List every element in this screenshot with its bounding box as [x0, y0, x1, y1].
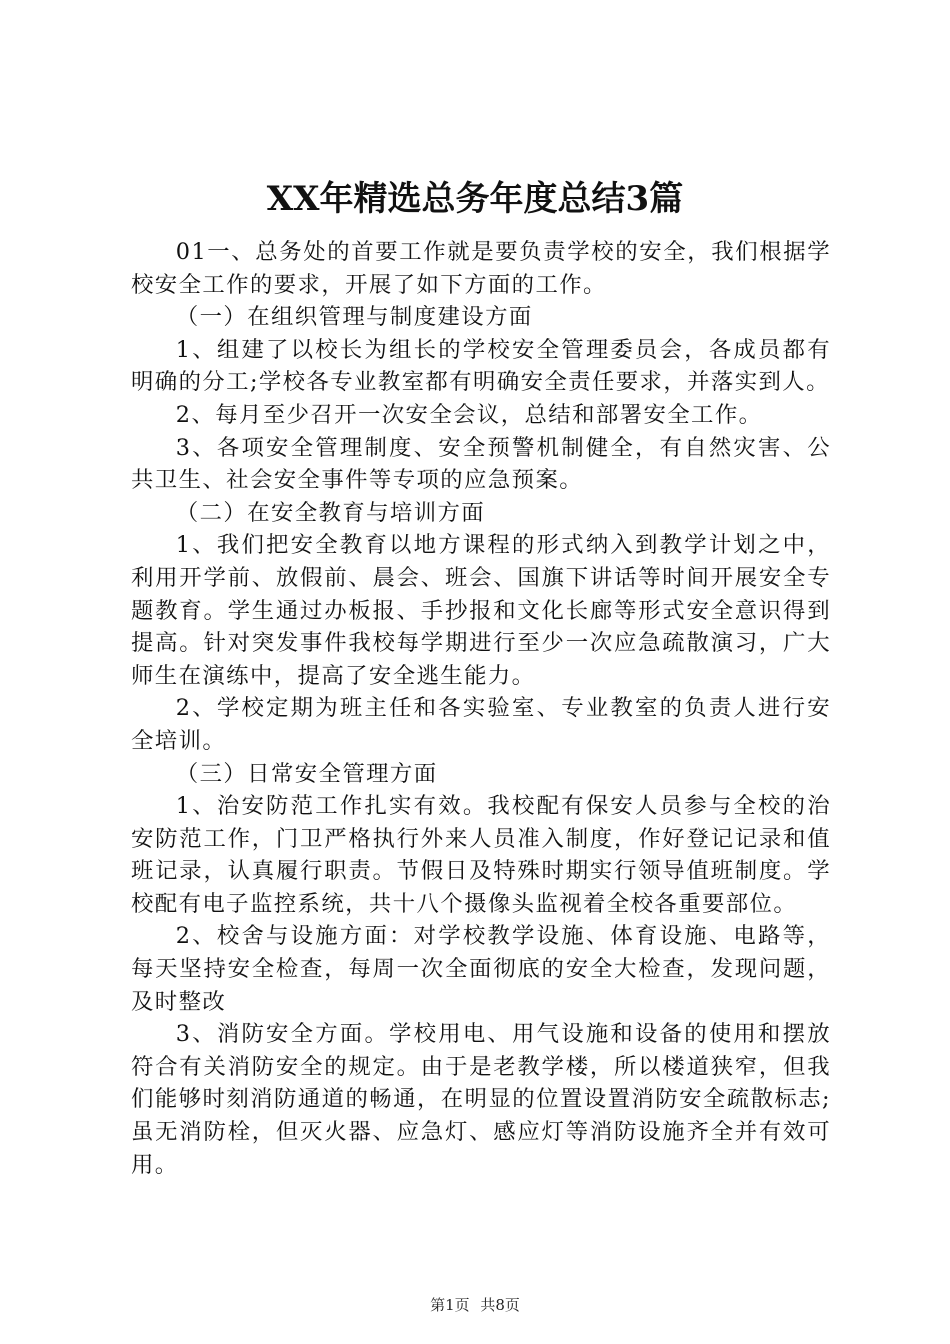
paragraph-1-3: 3、各项安全管理制度、安全预警机制健全，有自然灾害、公共卫生、社会安全事件等专项的应急预案。: [131, 434, 831, 494]
paragraph-2-2: 2、学校定期为班主任和各实验室、专业教室的负责人进行安全培训。: [131, 695, 831, 754]
paragraph-1-1: 1、组建了以校长为组长的学校安全管理委员会，各成员都有明确的分工;学校各专业教室都有明确安全责任要求，并落实到人。: [131, 336, 831, 396]
paragraph-3-3: 3、消防安全方面。学校用电、用气设施和设备的使用和摆放符合有关消防安全的规定。由于是老教学楼，所以楼道狭窄，但我们能够时刻消防通道的畅通，在明显的位置设置消防安全疏散标志;虽无消防栓，但灭火器、应急灯、感应灯等消防设施齐全并有效可用。: [131, 1021, 831, 1178]
section-heading-2: （二）在安全教育与培训方面: [175, 499, 486, 526]
page-footer: [0, 1295, 950, 1315]
section-heading-1: （一）在组织管理与制度建设方面: [175, 304, 533, 331]
document-title: XX年精选总务年度总结3篇: [266, 179, 684, 219]
paragraph-2-1: 1、我们把安全教育以地方课程的形式纳入到教学计划之中，利用开学前、放假前、晨会、班会、国旗下讲话等时间开展安全专题教育。学生通过办板报、手抄报和文化长廊等形式安全意识得到提高。针对突发事件我校每学期进行至少一次应急疏散演习，广大师生在演练中，提高了安全逃生能力。: [131, 532, 831, 689]
paragraph-3-1: 1、治安防范工作扎实有效。我校配有保安人员参与全校的治安防范工作，门卫严格执行外来人员准入制度，作好登记记录和值班记录，认真履行职责。节假日及特殊时期实行领导值班制度。学校配有电子监控系统，共十八个摄像头监视着全校各重要部位。: [131, 793, 831, 917]
document-body: [131, 236, 831, 1181]
page-number: 第1页: [430, 1296, 470, 1314]
section-heading-3: （三）日常安全管理方面: [175, 760, 438, 787]
paragraph-3-2: 2、校舍与设施方面：对学校教学设施、体育设施、电路等，每天坚持安全检查，每周一次全面彻底的安全大检查，发现问题，及时整改: [131, 923, 831, 1015]
paragraph-1-2: 2、每月至少召开一次安全会议，总结和部署安全工作。: [175, 401, 763, 428]
page-total: 共8页: [480, 1296, 520, 1314]
paragraph-intro: 01一、总务处的首要工作就是要负责学校的安全，我们根据学校安全工作的要求，开展了如下方面的工作。: [131, 239, 831, 298]
